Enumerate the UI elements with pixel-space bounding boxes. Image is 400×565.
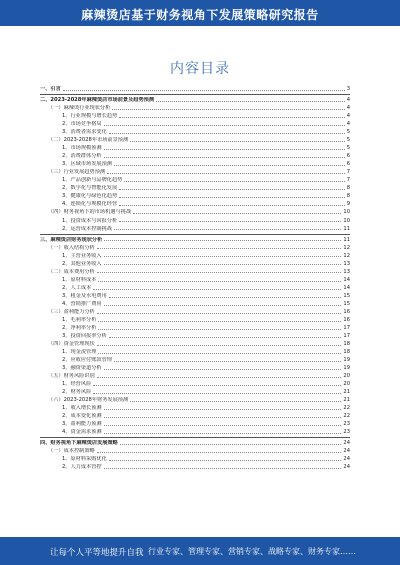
toc-entry[interactable] <box>40 341 350 348</box>
toc-entry-page: 18 <box>343 340 350 347</box>
toc-entry-page: 16 <box>343 316 350 323</box>
toc-leader-dots <box>104 149 345 150</box>
toc-leader-dots <box>112 109 344 110</box>
toc-entry-page: 15 <box>343 300 350 307</box>
toc-entry[interactable] <box>40 325 350 332</box>
toc-entry-page: 6 <box>346 161 350 168</box>
toc-entry-page: 5 <box>346 129 350 136</box>
toc-entry-title: 2、人工成本 <box>62 284 92 291</box>
toc-entry-title: 3、盈利能力预测 <box>62 421 102 428</box>
toc-entry-page: 12 <box>343 244 350 251</box>
toc-entry-page: 13 <box>343 260 350 267</box>
toc-entry-title: 3、消费者需求变化 <box>62 129 107 136</box>
toc-entry[interactable] <box>40 373 350 380</box>
toc-leader-dots <box>119 189 345 190</box>
toc-entry-title: （二）成本费用分析 <box>48 268 95 275</box>
toc-entry-title: （一）麻辣烫行业现状分析 <box>48 105 111 112</box>
toc-entry-page: 24 <box>343 440 350 447</box>
toc-leader-dots <box>104 417 342 418</box>
toc-leader-dots <box>156 101 345 102</box>
toc-divider <box>40 94 350 95</box>
toc-entry-title: 1、现金流管理 <box>62 349 97 355</box>
toc-leader-dots <box>104 125 345 126</box>
toc-leader-dots <box>93 385 341 386</box>
toc-entry-page: 9 <box>346 201 350 208</box>
toc-entry[interactable] <box>40 161 350 168</box>
toc-leader-dots <box>104 264 342 265</box>
toc-entry[interactable] <box>40 245 350 252</box>
toc-entry-title: 3、健康化与绿色化趋势 <box>62 193 118 200</box>
toc-entry-title: 4、营销推广费用 <box>62 300 102 307</box>
toc-leader-dots <box>104 369 342 370</box>
toc-leader-dots <box>133 213 341 214</box>
toc-entry-title: 二、2023-2028年麻辣烫店市场前景及趋势预测 <box>40 97 155 104</box>
toc-entry-page: 11 <box>343 236 350 243</box>
toc-entry-title: 3、租金及水电费用 <box>62 292 107 299</box>
toc-entry-page: 17 <box>343 324 350 331</box>
toc-entry[interactable] <box>40 209 350 216</box>
toc-leader-dots <box>104 433 342 434</box>
toc-entry[interactable] <box>40 86 350 93</box>
toc-entry-page: 24 <box>343 464 350 471</box>
toc-entry-page: 20 <box>343 381 350 388</box>
toc-entry-page: 5 <box>346 145 350 152</box>
toc-entry[interactable] <box>40 333 350 340</box>
toc-entry[interactable] <box>40 185 350 192</box>
toc-entry[interactable] <box>40 413 350 420</box>
toc-entry[interactable] <box>40 285 350 292</box>
toc-leader-dots <box>97 272 342 273</box>
toc-entry[interactable] <box>40 357 350 364</box>
toc-entry-page: 7 <box>346 177 350 184</box>
toc-entry-title: 3、区域市场发展预测 <box>62 161 112 168</box>
toc-entry-page: 14 <box>343 284 350 291</box>
toc-leader-dots <box>104 409 342 410</box>
toc-leader-dots <box>114 165 345 166</box>
toc-entry-title: （一）收入结构分析 <box>48 244 95 251</box>
toc-entry[interactable] <box>40 269 350 276</box>
toc-leader-dots <box>97 345 342 346</box>
toc-entry-page: 4 <box>346 113 350 120</box>
toc-entry-page: 24 <box>343 448 350 455</box>
toc-entry-page: 8 <box>346 193 350 200</box>
toc-entry-title: 1、毛利率分析 <box>62 316 97 323</box>
toc-leader-dots <box>97 248 342 249</box>
toc-leader-dots <box>93 393 341 394</box>
toc-leader-dots <box>109 460 342 461</box>
toc-leader-dots <box>130 141 345 142</box>
toc-entry-page: 16 <box>343 308 350 315</box>
toc-leader-dots <box>104 157 345 158</box>
toc-leader-dots <box>98 329 341 330</box>
toc-entry[interactable] <box>40 218 350 225</box>
toc-leader-dots <box>104 240 341 241</box>
toc-leader-dots <box>120 444 342 445</box>
toc-entry[interactable] <box>40 309 350 316</box>
toc-entry[interactable] <box>40 448 350 455</box>
toc-entry[interactable] <box>40 129 350 136</box>
toc-entry[interactable] <box>40 253 350 260</box>
toc-leader-dots <box>104 468 342 469</box>
toc-entry-title: 4、连锁化与规模化经营 <box>62 201 118 208</box>
toc-entry-title: 1、收入增长预测 <box>62 405 102 412</box>
toc-entry-title: 2、财务风险 <box>62 389 92 396</box>
toc-entry[interactable] <box>40 464 350 471</box>
footer-bar <box>0 537 400 565</box>
toc-entry-title: （五）财务风险识别 <box>48 373 95 380</box>
toc-entry-title: 1、原材料采购优化 <box>62 456 107 463</box>
toc-leader-dots <box>114 229 341 230</box>
toc-entry[interactable] <box>40 301 350 308</box>
toc-entry[interactable] <box>40 405 350 412</box>
toc-entry-page: 6 <box>346 153 350 160</box>
toc-entry-page: 8 <box>346 185 350 192</box>
toc-entry[interactable] <box>40 226 350 233</box>
toc-heading: 内容目录 <box>170 61 230 77</box>
toc-entry-page: 15 <box>343 292 350 299</box>
toc-entry[interactable] <box>40 293 350 300</box>
toc-entry-title: 2、应收应付账款管理 <box>62 357 112 364</box>
toc-entry-title: 2、数字化与智能化发展 <box>62 185 118 192</box>
toc-entry-title: （一）成本控制策略 <box>48 448 95 455</box>
toc-entry[interactable] <box>40 365 350 372</box>
toc-entry[interactable] <box>40 277 350 284</box>
toc-entry[interactable] <box>40 137 350 144</box>
toc-leader-dots <box>130 401 341 402</box>
toc-entry-title: 3、投资回报率分析 <box>62 332 107 339</box>
toc-entry[interactable] <box>40 145 350 152</box>
toc-entry-page: 12 <box>343 252 350 259</box>
toc-leader-dots <box>107 173 345 174</box>
toc-entry-title: （三）盈利能力分析 <box>48 308 95 315</box>
toc-entry-page: 20 <box>343 373 350 380</box>
toc-entry[interactable] <box>40 349 350 356</box>
toc-divider <box>40 234 350 235</box>
toc-entry-title: 1、主营业务收入 <box>62 252 102 259</box>
toc-entry-page: 10 <box>343 217 350 224</box>
toc-entry-title: （三）行业发展趋势预测 <box>48 169 106 176</box>
toc-entry-title: （六）2023-2028年财务发展预测 <box>48 397 129 404</box>
toc-entry-title: （四）财务视角下的市场机遇与挑战 <box>48 209 132 216</box>
toc-entry-title: 3、融资渠道分析 <box>62 365 102 372</box>
toc-entry[interactable] <box>40 105 350 112</box>
toc-leader-dots <box>97 313 342 314</box>
toc-entry-title: 2、净利率分析 <box>62 324 97 331</box>
toc-leader-dots <box>93 289 341 290</box>
toc-entry-title: 2、运营成本控制挑战 <box>62 225 112 232</box>
toc-entry-page: 11 <box>343 225 350 232</box>
toc-entry-title: 四、财务视角下麻辣烫店发展策略 <box>40 440 118 447</box>
toc-entry[interactable] <box>40 317 350 324</box>
toc-entry[interactable] <box>40 193 350 200</box>
toc-entry[interactable] <box>40 397 350 404</box>
toc-entry-page: 4 <box>346 97 350 104</box>
toc-entry-title: 一、引言 <box>40 86 61 92</box>
toc-entry-page: 4 <box>346 105 350 112</box>
toc-entry-page: 22 <box>343 405 350 412</box>
toc-entry-title: 2、其他业务收入 <box>62 260 102 267</box>
toc-entry[interactable] <box>40 421 350 428</box>
footer-slogan: 让每个人平等地提升自我 <box>50 548 144 558</box>
toc-leader-dots <box>63 90 345 91</box>
toc-entry[interactable] <box>40 261 350 268</box>
toc-entry-page: 3 <box>346 86 350 92</box>
toc-entry-title: （二）2023-2028年市场前景预测 <box>48 137 129 144</box>
toc-entry-page: 13 <box>343 268 350 275</box>
toc-entry-page: 24 <box>343 456 350 463</box>
toc-entry-page: 4 <box>346 121 350 128</box>
toc-leader-dots <box>97 377 342 378</box>
toc-entry-title: 1、行业规模与增长趋势 <box>62 113 118 120</box>
toc-entry-title: 1、原材料成本 <box>62 276 97 283</box>
toc-leader-dots <box>109 297 342 298</box>
toc-entry[interactable] <box>40 201 350 208</box>
toc-entry-title: 4、资金需求预测 <box>62 429 102 436</box>
toc-entry-title: 2、成本变化预测 <box>62 413 102 420</box>
toc-entry-page: 18 <box>343 349 350 355</box>
toc-entry-page: 23 <box>343 421 350 428</box>
toc-entry[interactable] <box>40 97 350 104</box>
toc-entry-page: 22 <box>343 413 350 420</box>
toc-entry-title: 2、消费群体分析 <box>62 153 102 160</box>
toc-leader-dots <box>114 361 341 362</box>
toc-entry-page: 10 <box>343 209 350 216</box>
toc-leader-dots <box>119 221 341 222</box>
toc-entry-page: 23 <box>343 429 350 436</box>
toc-leader-dots <box>104 256 342 257</box>
toc-entry-page: 14 <box>343 276 350 283</box>
toc-leader-dots <box>98 281 341 282</box>
toc-entry-page: 21 <box>343 389 350 396</box>
toc-entry-title: （四）资金管理现状 <box>48 340 95 347</box>
toc-entry[interactable] <box>40 121 350 128</box>
table-of-contents <box>40 86 350 526</box>
toc-entry[interactable] <box>40 153 350 160</box>
toc-leader-dots <box>109 133 345 134</box>
toc-entry-title: 1、投资成本与回报分析 <box>62 217 118 224</box>
toc-entry-page: 19 <box>343 357 350 364</box>
header-bar <box>0 0 400 26</box>
toc-leader-dots <box>104 305 342 306</box>
toc-entry-title: 三、麻辣烫店财务现状分析 <box>40 236 103 243</box>
toc-entry[interactable] <box>40 429 350 436</box>
toc-divider <box>40 437 350 438</box>
toc-entry-page: 21 <box>343 397 350 404</box>
toc-entry[interactable] <box>40 169 350 176</box>
toc-entry[interactable] <box>40 389 350 396</box>
toc-entry-title: 2、人力成本管控 <box>62 464 102 471</box>
toc-leader-dots <box>109 337 342 338</box>
toc-entry-page: 17 <box>343 332 350 339</box>
toc-entry[interactable] <box>40 381 350 388</box>
toc-leader-dots <box>97 452 342 453</box>
report-title: 麻辣烫店基于财务视角下发展策略研究报告 <box>81 8 319 22</box>
toc-entry[interactable] <box>40 177 350 184</box>
toc-leader-dots <box>119 205 345 206</box>
toc-leader-dots <box>98 321 341 322</box>
toc-leader-dots <box>124 181 344 182</box>
toc-leader-dots <box>98 353 341 354</box>
toc-entry-page: 7 <box>346 169 350 176</box>
toc-leader-dots <box>119 197 345 198</box>
toc-entry[interactable] <box>40 113 350 120</box>
toc-entry[interactable] <box>40 237 350 244</box>
toc-entry-page: 19 <box>343 365 350 372</box>
toc-entry[interactable] <box>40 456 350 463</box>
toc-entry-page: 5 <box>346 137 350 144</box>
toc-entry-title: 2、市场竞争格局 <box>62 121 102 128</box>
toc-entry[interactable] <box>40 440 350 447</box>
toc-entry-title: 1、市场规模预测 <box>62 145 102 152</box>
toc-leader-dots <box>119 117 345 118</box>
toc-entry-title: 1、经营风险 <box>62 381 92 388</box>
footer-experts: 行业专家、管理专家、营销专家、战略专家、财务专家…… <box>148 547 356 556</box>
toc-entry-title: 1、产品创新与品牌化趋势 <box>62 177 123 184</box>
toc-leader-dots <box>104 425 342 426</box>
